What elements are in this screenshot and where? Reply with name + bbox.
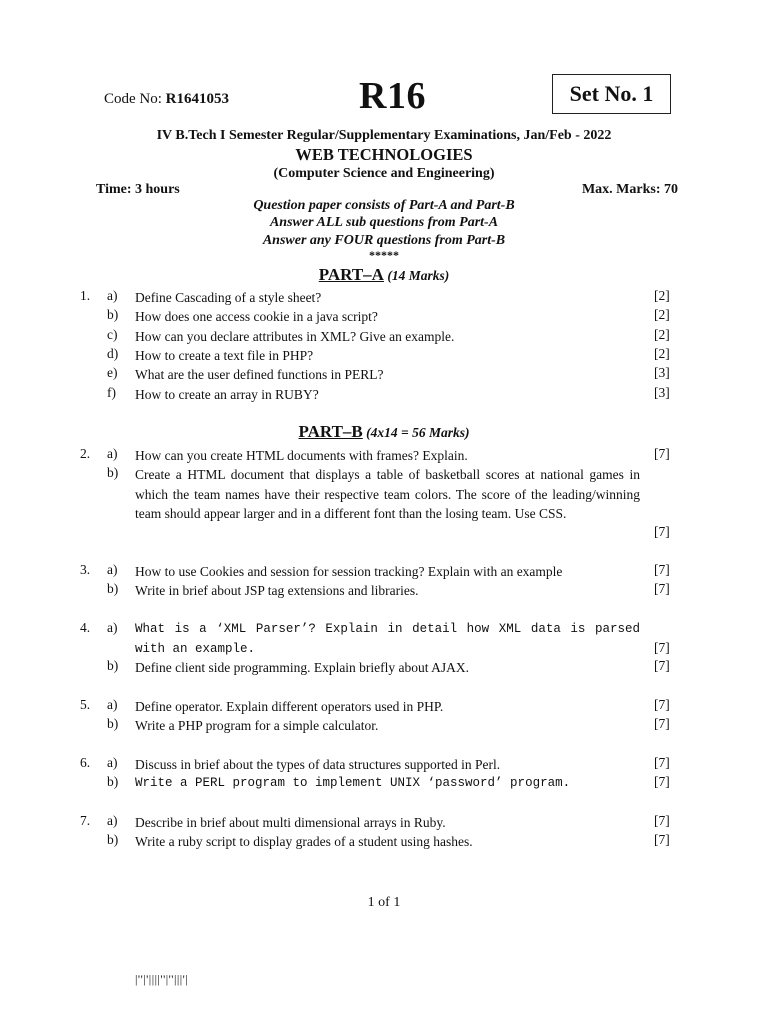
- branch-title: (Computer Science and Engineering): [273, 166, 495, 181]
- marks-label: [7]: [654, 562, 670, 577]
- marks-label: [7]: [654, 523, 670, 539]
- subject-title: WEB TECHNOLOGIES: [295, 145, 473, 164]
- question-item: [0, 774, 768, 794]
- marks-label: [7]: [654, 697, 670, 712]
- question-text: How to create a text file in PHP?: [135, 348, 314, 363]
- page-number: 1 of 1: [367, 895, 401, 910]
- question-item: [0, 755, 768, 775]
- sub-question-label: b): [107, 465, 119, 480]
- sub-question-label: b): [107, 832, 119, 847]
- barcode: |''|'||||''|''|||'|: [135, 972, 189, 986]
- marks-label: [2]: [654, 307, 670, 322]
- sub-question-label: f): [107, 385, 116, 400]
- instruction-2: Answer ALL sub questions from Part-A: [269, 215, 499, 230]
- question-item: [0, 716, 768, 736]
- sub-question-label: b): [107, 774, 119, 789]
- sub-question-label: b): [107, 307, 119, 322]
- max-marks-label: Max. Marks: 70: [581, 182, 678, 197]
- question-text: Write in brief about JSP tag extensions and libraries.: [135, 583, 419, 598]
- question-item: [0, 832, 768, 852]
- sub-question-label: a): [107, 620, 118, 635]
- sub-question-label: a): [107, 813, 118, 828]
- sub-question-label: a): [107, 446, 118, 461]
- question-item: [0, 346, 768, 366]
- question-item: [0, 288, 768, 308]
- marks-label: [7]: [654, 774, 670, 789]
- question-number: 4.: [80, 620, 91, 635]
- instruction-3: Answer any FOUR questions from Part-B: [262, 233, 506, 248]
- sub-question-label: c): [107, 327, 118, 342]
- question-number: 3.: [80, 562, 91, 577]
- marks-label: [7]: [654, 446, 670, 461]
- marks-label: [7]: [654, 581, 670, 596]
- part-a-title: PART–A: [318, 265, 384, 284]
- marks-label: [3]: [654, 365, 670, 380]
- question-item: [0, 465, 768, 539]
- part-b-marks: (4x14 = 56 Marks): [362, 425, 470, 440]
- marks-label: [7]: [654, 832, 670, 847]
- question-text: How does one access cookie in a java script?: [135, 309, 378, 324]
- marks-label: [7]: [654, 755, 670, 770]
- sub-question-label: e): [107, 365, 118, 380]
- marks-label: [7]: [654, 658, 670, 673]
- time-label: Time: 3 hours: [96, 182, 180, 197]
- question-item: [0, 446, 768, 466]
- question-item: [0, 327, 768, 347]
- question-item: [0, 658, 768, 678]
- sub-question-label: a): [107, 562, 118, 577]
- sub-question-label: a): [107, 288, 118, 303]
- sub-question-label: a): [107, 755, 118, 770]
- question-text: How can you declare attributes in XML? Give an example.: [135, 329, 455, 344]
- question-item: [0, 620, 768, 656]
- regulation-code: R16: [359, 75, 426, 117]
- part-b-title: PART–B: [298, 422, 363, 441]
- code-value: R1641053: [165, 91, 230, 107]
- sub-question-label: b): [107, 581, 119, 596]
- question-number: 2.: [80, 446, 91, 461]
- question-item: [0, 385, 768, 405]
- question-item: [0, 813, 768, 833]
- question-text: Write a PHP program for a simple calculator.: [135, 718, 379, 733]
- question-text: Define Cascading of a style sheet?: [135, 290, 322, 305]
- question-text: What are the user defined functions in PERL?: [135, 367, 384, 382]
- question-text: Create a HTML document that displays a table of basketball scores at national games in which the team names have their respective team colors. The score of the leading/winning team should appear larger and in a different font than the losing team. Use CSS.: [135, 467, 640, 521]
- question-item: [0, 562, 768, 582]
- question-text: Write a PERL program to implement UNIX ‘password’ program.: [135, 776, 571, 790]
- question-item: [0, 581, 768, 601]
- marks-label: [2]: [654, 288, 670, 303]
- part-b-heading: [0, 422, 768, 442]
- marks-label: [2]: [654, 346, 670, 361]
- part-a-heading: [0, 265, 768, 285]
- part-a-marks: (14 Marks): [383, 268, 450, 283]
- question-text: How to use Cookies and session for session tracking? Explain with an example: [135, 564, 563, 579]
- question-text: Define operator. Explain different operators used in PHP.: [135, 699, 444, 714]
- exam-title: IV B.Tech I Semester Regular/Supplementary Examinations, Jan/Feb - 2022: [156, 128, 612, 143]
- question-item: [0, 697, 768, 717]
- sub-question-label: b): [107, 716, 119, 731]
- question-text: Define client side programming. Explain briefly about AJAX.: [135, 660, 470, 675]
- question-text: How can you create HTML documents with frames? Explain.: [135, 448, 468, 463]
- marks-label: [7]: [654, 639, 670, 655]
- code-label: Code No:: [104, 91, 166, 107]
- question-text: How to create an array in RUBY?: [135, 387, 319, 402]
- question-text: What is a ‘XML Parser’? Explain in detail how XML data is parsed with an example.: [135, 622, 640, 656]
- sub-question-label: a): [107, 697, 118, 712]
- question-text: Discuss in brief about the types of data structures supported in Perl.: [135, 757, 501, 772]
- instruction-1: Question paper consists of Part-A and Part-B: [253, 198, 515, 213]
- question-number: 7.: [80, 813, 91, 828]
- question-number: 5.: [80, 697, 91, 712]
- question-item: [0, 307, 768, 327]
- question-text: Describe in brief about multi dimensional arrays in Ruby.: [135, 815, 446, 830]
- question-item: [0, 365, 768, 385]
- question-text: Write a ruby script to display grades of a student using hashes.: [135, 834, 473, 849]
- marks-label: [2]: [654, 327, 670, 342]
- separator-stars: *****: [369, 248, 399, 262]
- sub-question-label: b): [107, 658, 119, 673]
- marks-label: [3]: [654, 385, 670, 400]
- question-number: 6.: [80, 755, 91, 770]
- question-number: 1.: [80, 288, 91, 303]
- code-number: [104, 91, 229, 108]
- marks-label: [7]: [654, 813, 670, 828]
- marks-label: [7]: [654, 716, 670, 731]
- set-number-box: Set No. 1: [552, 74, 671, 114]
- sub-question-label: d): [107, 346, 119, 361]
